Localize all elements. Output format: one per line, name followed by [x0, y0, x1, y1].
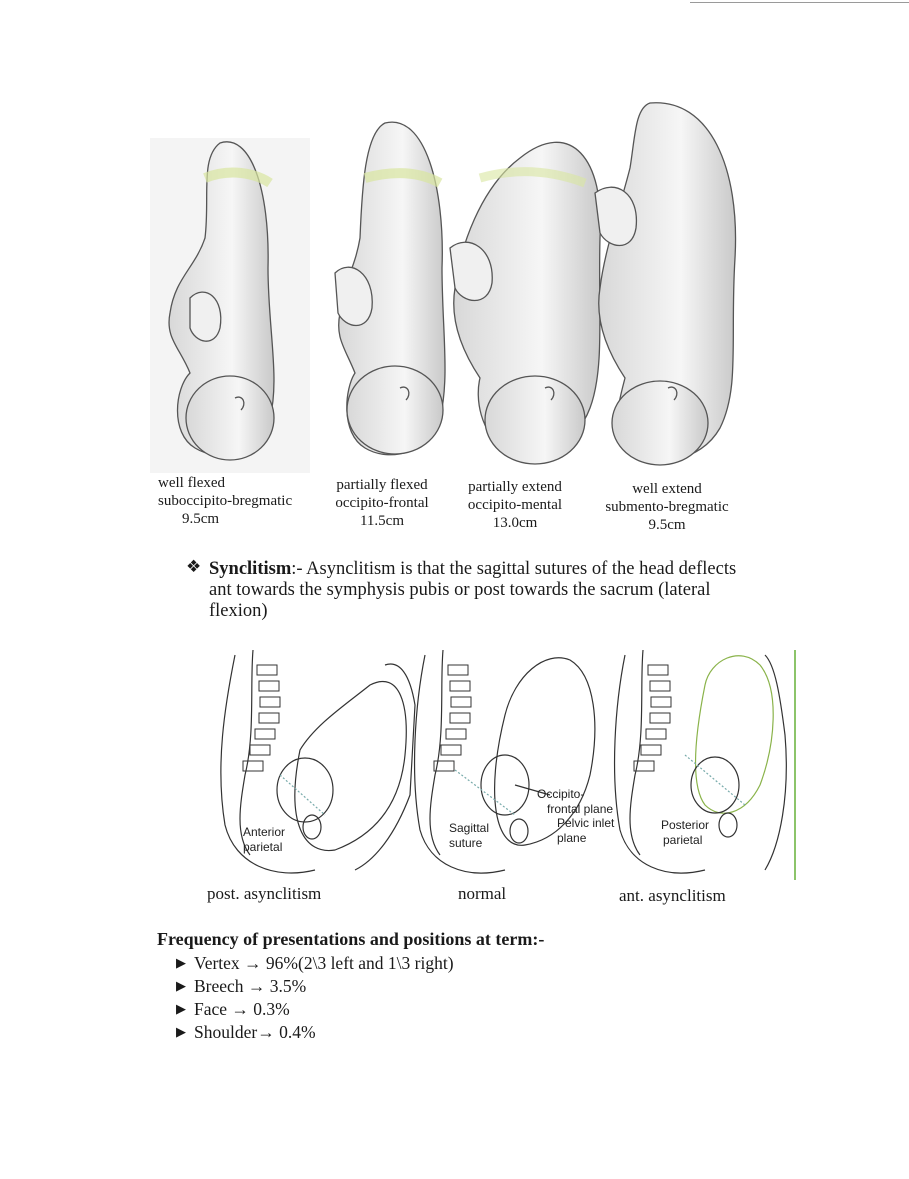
list-item-text: Vertex → 96%(2\3 left and 1\3 right)	[194, 953, 454, 973]
label-pelvic-inlet: Pelvic inlet	[557, 816, 615, 830]
caption-ant-asynclitism: ant. asynclitism	[619, 886, 726, 905]
label-posterior-2: parietal	[663, 833, 703, 847]
caption-line: 11.5cm	[359, 513, 405, 529]
label-sagittal: Sagittal	[449, 821, 490, 835]
list-item-text: Face → 0.3%	[194, 999, 290, 1019]
label-occipito-2: frontal plane	[547, 802, 614, 816]
caption-line: occipito-frontal	[335, 495, 429, 511]
caption-line: well extend	[632, 481, 702, 497]
fetus-partially-extended	[450, 142, 600, 464]
synclitism-definition: :- Asynclitism is that the sagittal sutures of the head deflects ant towards the symphysis pubis or post towards the sacrum (lateral flexion)	[209, 559, 737, 621]
caption-post-asynclitism: post. asynclitism	[207, 884, 322, 903]
synclitism-paragraph	[209, 559, 749, 622]
caption-partially-extend	[455, 478, 575, 532]
label-sagittal-2: suture	[449, 836, 483, 850]
caption-well-extend	[592, 480, 742, 534]
label-posterior: Posterior	[661, 818, 710, 832]
caption-line: suboccipito-bregmatic	[158, 493, 293, 509]
caption-line: 13.0cm	[492, 515, 538, 531]
fetus-well-extended	[595, 103, 736, 465]
caption-line: 9.5cm	[648, 517, 686, 533]
triangle-bullet-icon: ▶	[176, 956, 186, 971]
asynclitism-illustration	[205, 645, 801, 885]
list-item	[176, 998, 454, 1021]
fetal-attitude-illustration	[150, 98, 750, 478]
top-edge-rule	[690, 2, 909, 3]
label-anterior: Anterior	[243, 825, 286, 839]
frequency-list	[176, 952, 454, 1044]
triangle-bullet-icon: ▶	[176, 1002, 186, 1017]
list-item	[176, 952, 454, 975]
label-occipito: Occipito-	[537, 787, 585, 801]
triangle-bullet-icon: ▶	[176, 979, 186, 994]
label-anterior-2: parietal	[243, 840, 283, 854]
list-item	[176, 1021, 454, 1044]
caption-line: partially extend	[468, 479, 562, 495]
caption-well-flexed	[158, 474, 343, 528]
diamond-bullet-icon: ❖	[186, 557, 202, 577]
label-pelvic-inlet-2: plane	[557, 831, 587, 845]
caption-line: 9.5cm	[182, 511, 220, 527]
caption-line: partially flexed	[336, 477, 428, 493]
caption-line: well flexed	[158, 475, 226, 491]
list-item-text: Breech → 3.5%	[194, 976, 307, 996]
frequency-heading: Frequency of presentations and positions at term:-	[157, 929, 545, 949]
caption-line: submento-bregmatic	[605, 499, 729, 515]
synclitism-term: Synclitism	[209, 559, 292, 579]
triangle-bullet-icon: ▶	[176, 1025, 186, 1040]
caption-partially-flexed	[322, 476, 442, 530]
caption-line: occipito-mental	[467, 497, 563, 513]
list-item-text: Shoulder→ 0.4%	[194, 1022, 316, 1042]
list-item	[176, 975, 454, 998]
caption-normal: normal	[458, 884, 507, 903]
